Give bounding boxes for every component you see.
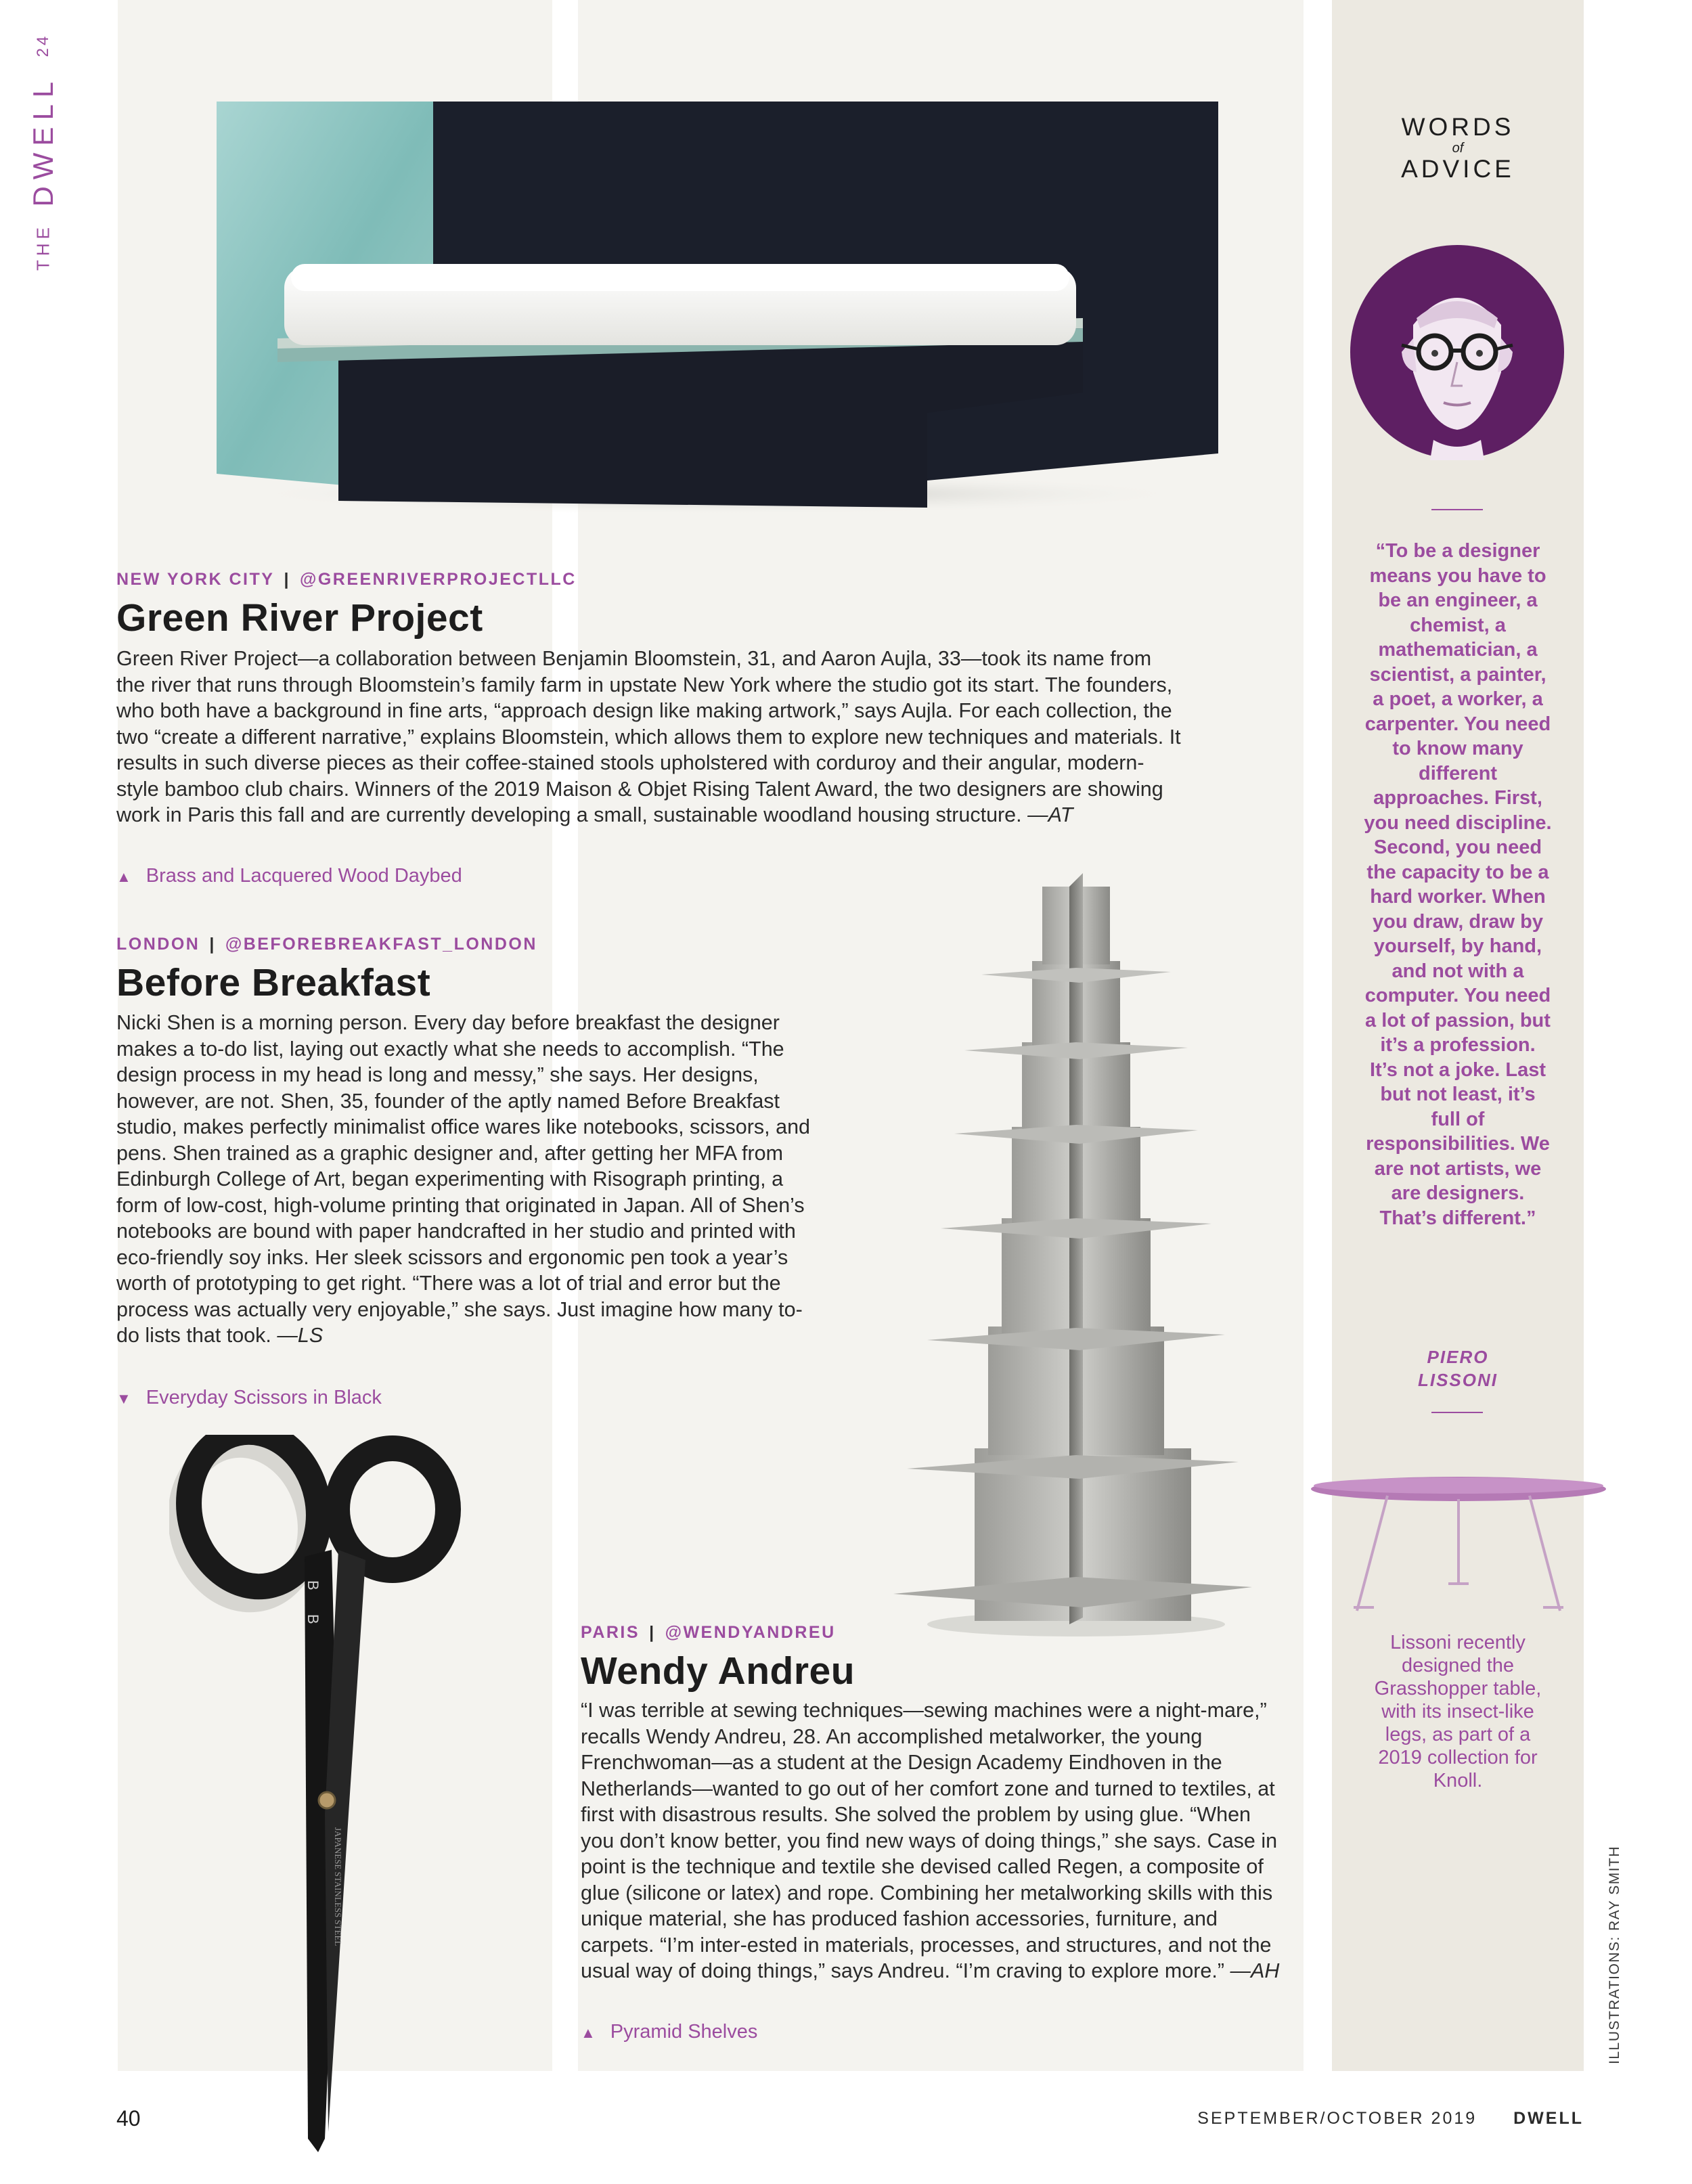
green-river-title: Green River Project [116,596,483,640]
scissors-logo-a: B [305,1580,321,1590]
wendy-andreu-caption [581,2021,757,2043]
lissoni-portrait [1349,244,1565,460]
wendy-andreu-location: PARIS [581,1623,640,1642]
daybed-image [203,95,1218,514]
wendy-andreu-kicker: PARIS | @WENDYANDREU [581,1623,836,1642]
pyramid-shelves-image [887,873,1266,1638]
before-breakfast-title: Before Breakfast [116,961,431,1004]
wendy-andreu-body-text: “I was terrible at sewing techniques—sewing machines were a night-mare,” recalls Wendy Andreu, 28. An accomplished metalworker, the young Frenchwoman—as a student at the Design Academy Eindhoven in the Netherlands—wanted to go out of her comfort zone and turned to textiles, at first with disastrous results. She solved the problem by using glue. “When you don’t know better, you find new ways of doing things,” she says. Case in point is the technique and textile she devised called Regen, a composite of glue (silicone or latex) and rope. Combining her metalworking skills with this unique material, she has produced fashion accessories, furniture, and carpets. “I’m inter-ested in materials, processes, and structures, and not the usual way of doing things,” says Andreu. “I’m craving to explore more.” [581,1699,1278,1982]
wendy-andreu-body [581,1697,1281,1984]
sidebar-author-first: PIERO [1427,1347,1489,1367]
green-river-kicker: NEW YORK CITY | @GREENRIVERPROJECTLLC [116,570,577,589]
footer-issue: SEPTEMBER/OCTOBER 2019 [1197,2109,1477,2128]
footer-magazine: DWELL [1513,2109,1584,2128]
masthead [27,0,68,271]
caption-down-arrow-icon: ▼ [116,1390,131,1407]
green-river-caption-text: Brass and Lacquered Wood Daybed [146,865,462,887]
sidebar-rule-bottom [1431,1412,1483,1413]
wendy-andreu-handle[interactable]: @WENDYANDREU [665,1623,836,1642]
green-river-location: NEW YORK CITY [116,570,275,589]
before-breakfast-handle[interactable]: @BEFOREBREAKFAST_LONDON [225,935,537,954]
before-breakfast-body-text: Nicki Shen is a morning person. Every day before breakfast the designer makes a to-do list, laying out exactly what she needs to accomplish. “The design process in my head is long and messy,” she says. Her designs, however, are not. Shen, 35, founder of the aptly named Before Breakfast studio, makes perfectly minimalist office wares like notebooks, scissors, and pens. Shen trained as a graphic designer and, after getting her MFA from Edinburgh College of Art, began experimenting with Risograph printing, a form of low-cost, high-volume printing that originated in Japan. All of Shen’s notebooks are bound with paper handcrafted in her studio and printed with eco-friendly soy inks. Her sleek scissors and ergonomic pen took a year’s worth of prototyping to get right. “There was a lot of trial and error but the process was actually very enjoyable,” she says. Just imagine how many to-do lists that took. [116,1011,810,1347]
masthead-number: 24 [34,33,52,58]
masthead-name: DWELL [27,74,59,207]
green-river-body [116,646,1186,828]
before-breakfast-credit: —LS [277,1324,324,1347]
sidebar-author-last: LISSONI [1417,1370,1498,1390]
scissors-image [169,1435,508,2152]
caption-up-arrow-icon: ▲ [581,2024,596,2041]
illustration-credit: ILLUSTRATIONS: RAY SMITH [1607,1845,1622,2064]
sidebar-quote: “To be a designer means you have to be an engineer, a chemist, a mathematician, a scientist, a painter, a poet, a worker, a carpenter. You need to know many different approaches. First, you need discipline. Second, you need the capacity to be a hard worker. When you draw, draw by yourself, by hand, and not with a computer. You need a lot of passion, but it’s a profession. It’s not a joke. Last but not least, it’s full of responsibilities. We are not artists, we are designers. That’s different.” [1364,540,1552,1229]
footer-right [1197,2109,1584,2129]
wendy-andreu-title: Wendy Andreu [581,1649,855,1693]
green-river-credit: —AT [1027,803,1073,826]
wendy-andreu-credit: —AH [1230,1959,1280,1982]
scissors-logo-b: B [305,1614,321,1624]
sidebar-heading-top: WORDS [1401,113,1515,141]
sidebar-heading-of: of [1452,141,1464,156]
before-breakfast-body [116,1010,824,1349]
wendy-andreu-caption-text: Pyramid Shelves [610,2021,758,2043]
caption-up-arrow-icon: ▲ [116,868,131,885]
page-number: 40 [116,2106,141,2131]
green-river-handle[interactable]: @GREENRIVERPROJECTLLC [299,570,577,589]
sidebar-heading [1332,114,1584,183]
masthead-the: THE [32,223,53,271]
before-breakfast-kicker: LONDON | @BEFOREBREAKFAST_LONDON [116,935,537,954]
before-breakfast-caption-text: Everyday Scissors in Black [146,1387,382,1408]
before-breakfast-location: LONDON [116,935,200,954]
green-river-caption [116,865,462,887]
sidebar-note: Lissoni recently designed the Grasshopper table, with its insect-like legs, as part of a 2019 collection for Knoll. [1374,1632,1542,1791]
sidebar-rule-top [1431,509,1483,510]
before-breakfast-caption [116,1387,382,1409]
sidebar-author [1332,1345,1584,1391]
scissors-blade-text: JAPANESE STAINLESS STEEL [333,1827,343,1946]
green-river-body-text: Green River Project—a collaboration between Benjamin Bloomstein, 31, and Aaron Aujla, 33—took its name from the river that runs through Bloomstein’s family farm in upstate New York where the studio got its start. The founders, who both have a background in fine arts, “approach design like making artwork,” says Aujla. For each collection, the two “create a different narrative,” explains Bloomstein, which allows them to explore new techniques and materials. It results in such diverse pieces as their coffee-stained stools upholstered with corduroy and their angular, modern-style bamboo club chairs. Winners of the 2019 Maison & Objet Rising Talent Award, the two designers are showing work in Paris this fall and are currently developing a small, sustainable woodland housing structure. [116,647,1181,826]
sidebar-heading-bottom: ADVICE [1401,155,1515,183]
grasshopper-table-illustration [1306,1469,1611,1624]
